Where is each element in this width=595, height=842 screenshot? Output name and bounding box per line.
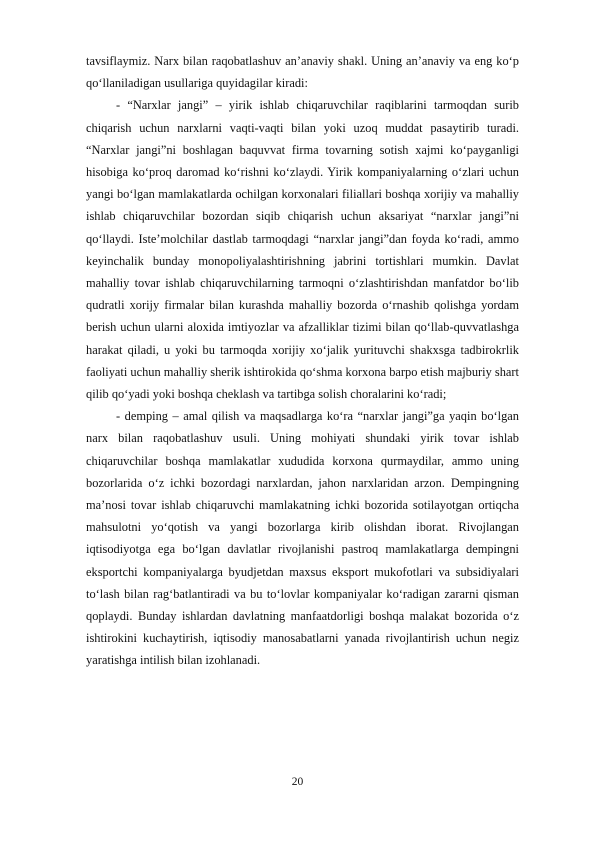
page-number: 20 <box>291 776 304 788</box>
paragraph-demping: - demping – amal qilish va maqsadlarga ko‘ra “narxlar jangi”ga yaqin bo‘lgan narx bilan raqobatlashuv usuli. Uning mohiyati shundaki yirik tovar ishlab chiqaruvchilar boshqa mamlakatlar xududida korxona qurmaydilar, ammo uning bozorlarida o‘z ichki bozordagi narxlardan, jahon narxlaridan arzon. Dempingning ma’nosi tovar ishlab chiqaruvchi mamlakatning ichki bozorida sotilayotgan ortiqcha mahsulotni yo‘qotish va yangi bozorlarga kirib olishdan iborat. Rivojlangan iqtisodiyotga ega bo‘lgan davlatlar rivojlanishi pastroq mamlakatlarga dempingni eksportchi kompaniyalarga byudjetdan maxsus eksport mukofotlari va subsidiyalari to‘lash bilan rag‘batlantiradi va bu to‘lovlar kompaniyalar ko‘radigan zararni qisman qoplaydi. Bunday ishlardan davlatning manfaatdorligi boshqa malakat bozorida o‘z ishtirokini kuchaytirish, iqtisodiy manosabatlarni yanada rivojlantirish uchun negiz yaratishga intilish bilan izohlanadi. <box>86 409 519 668</box>
document-page <box>86 50 519 672</box>
paragraph-narxlar-jangi: - “Narxlar jangi” – yirik ishlab chiqaruvchilar raqiblarini tarmoqdan surib chiqarish uchun narxlarni vaqti-vaqti bilan yoki uzoq muddat pasaytirib turadi. “Narxlar jangi”ni boshlagan baquvvat firma tovarning sotish xajmi ko‘payganligi hisobiga ko‘proq daromad ko‘rishni ko‘zlaydi. Yirik kompaniyalarning o‘zlari uchun yangi bo‘lgan mamlakatlarda ochilgan korxonalari filiallari boshqa xorijiy va mahalliy ishlab chiqaruvchilar bozordan siqib chiqarish uchun aksariyat “narxlar jangi”ni qo‘llaydi. Iste’molchilar dastlab tarmoqdagi “narxlar jangi”dan foyda ko‘radi, ammo keyinchalik bunday monopoliyalashtirishning jabrini tortishlari mumkin. Davlat mahalliy tovar ishlab chiqaruvchilarning tarmoqni o‘zlashtirishdan manfatdor bo‘lib qudratli xorijy firmalar bilan kurashda mahalliy bozorda o‘rnashib qolishga yordam berish uchun ularni aloxida imtiyozlar va afzalliklar tizimi bilan qo‘llab-quvvatlashga harakat qiladi, u yoki bu tarmoqda xorijiy xo‘jalik yurituvchi shakxsga tadbirokrlik faoliyati uchun mahalliy sherik ishtirokida qo‘shma korxona barpo etish majburiy shart qilib qo‘yadi yoki boshqa cheklash va tartibga solish choralarini ko‘radi; <box>86 98 519 402</box>
paragraph-intro: tavsiflaymiz. Narx bilan raqobatlashuv an’anaviy shakl. Uning an’anaviy va eng ko‘p qo‘llaniladigan usullariga quyidagilar kiradi: <box>86 54 519 91</box>
